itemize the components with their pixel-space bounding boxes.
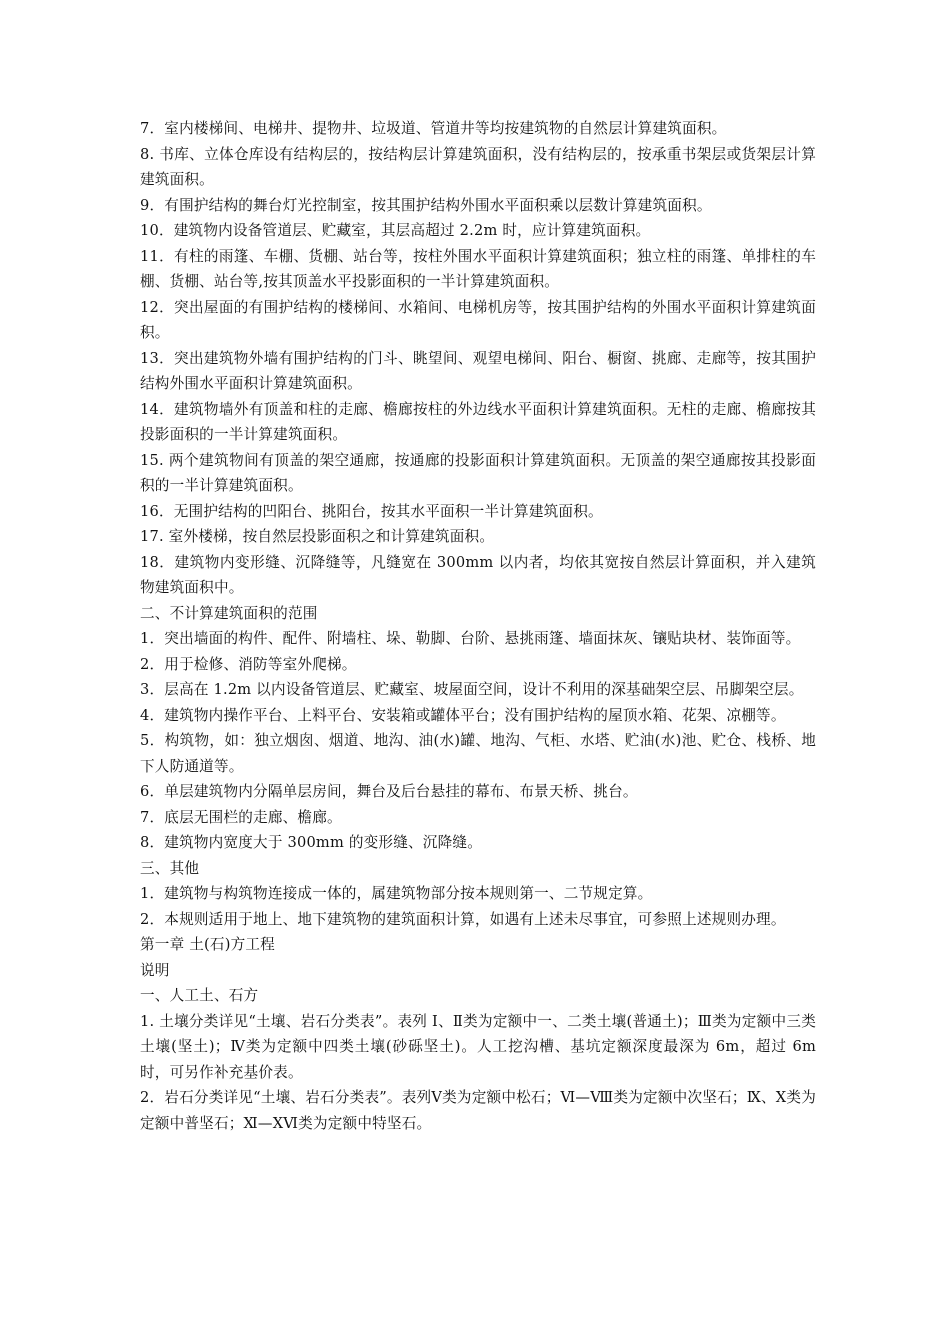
paragraph: 7．底层无围栏的走廊、檐廊。 <box>140 808 342 826</box>
section-heading: 说明 <box>140 961 170 979</box>
section-heading: 一、人工土、石方 <box>140 987 259 1004</box>
paragraph: 9．有围护结构的舞台灯光控制室，按其围护结构外围水平面积乘以层数计算建筑面积。 <box>140 196 712 214</box>
paragraph: 4．建筑物内操作平台、上料平台、安装箱或罐体平台；没有围护结构的屋顶水箱、花架、凉棚等。 <box>140 706 786 724</box>
document-body <box>140 116 816 1136</box>
paragraph: 7．室内楼梯间、电梯井、提物井、垃圾道、管道井等均按建筑物的自然层计算建筑面积。 <box>140 120 727 137</box>
paragraph: 8. 书库、立体仓库设有结构层的，按结构层计算建筑面积，没有结构层的，按承重书架层或货架层计算建筑面积。 <box>140 145 816 188</box>
paragraph: 8．建筑物内宽度大于 300mm 的变形缝、沉降缝。 <box>140 834 482 851</box>
paragraph: 13．突出建筑物外墙有围护结构的门斗、眺望间、观望电梯间、阳台、橱窗、挑廊、走廊等，按其围护结构外围水平面积计算建筑面积。 <box>140 349 816 392</box>
paragraph: 16．无围护结构的凹阳台、挑阳台，按其水平面积一半计算建筑面积。 <box>140 502 603 520</box>
paragraph: 3．层高在 1.2m 以内设备管道层、贮藏室、坡屋面空间，设计不利用的深基础架空层、吊脚架空层。 <box>140 681 804 698</box>
paragraph: 14．建筑物墙外有顶盖和柱的走廊、檐廊按柱的外边线水平面积计算建筑面积。无柱的走廊、檐廊按其投影面积的一半计算建筑面积。 <box>140 400 816 443</box>
chapter-title: 第一章 土(石)方工程 <box>140 936 275 953</box>
paragraph: 6．单层建筑物内分隔单层房间，舞台及后台悬挂的幕布、布景天桥、挑台。 <box>140 783 638 800</box>
paragraph: 5．构筑物，如：独立烟囱、烟道、地沟、油(水)罐、地沟、气柜、水塔、贮油(水)池、贮仓、栈桥、地下人防通道等。 <box>140 732 816 775</box>
paragraph: 2．用于检修、消防等室外爬梯。 <box>140 655 357 673</box>
paragraph: 1．建筑物与构筑物连接成一体的，属建筑物部分按本规则第一、二节规定算。 <box>140 885 653 902</box>
paragraph: 18．建筑物内变形缝、沉降缝等，凡缝宽在 300mm 以内者，均依其宽按自然层计算面积，并入建筑物建筑面积中。 <box>140 553 816 596</box>
paragraph: 10．建筑物内设备管道层、贮藏室，其层高超过 2.2m 时，应计算建筑面积。 <box>140 222 651 239</box>
paragraph: 2．本规则适用于地上、地下建筑物的建筑面积计算，如遇有上述未尽事宜，可参照上述规则办理。 <box>140 910 786 928</box>
paragraph: 17. 室外楼梯，按自然层投影面积之和计算建筑面积。 <box>140 528 495 545</box>
paragraph: 15. 两个建筑物间有顶盖的架空通廊，按通廊的投影面积计算建筑面积。无顶盖的架空通廊按其投影面积的一半计算建筑面积。 <box>140 451 816 494</box>
paragraph: 1．突出墙面的构件、配件、附墙柱、垛、勒脚、台阶、悬挑雨篷、墙面抹灰、镶贴块材、装饰面等。 <box>140 630 801 647</box>
section-heading: 二、不计算建筑面积的范围 <box>140 604 318 622</box>
section-heading: 三、其他 <box>140 859 200 877</box>
paragraph: 11．有柱的雨篷、车棚、货棚、站台等，按柱外围水平面积计算建筑面积；独立柱的雨篷、单排柱的车棚、货棚、站台等,按其顶盖水平投影面积的一半计算建筑面积。 <box>140 247 816 290</box>
paragraph: 1. 土壤分类详见“土壤、岩石分类表”。表列 Ⅰ、Ⅱ类为定额中一、二类土壤(普通土)；Ⅲ类为定额中三类土壤(坚土)；Ⅳ类为定额中四类土壤(砂砾坚土)。人工挖沟槽、基坑定额深度最深为 6m，超过 6m 时，可另作补充基价表。 <box>140 1012 816 1081</box>
paragraph: 12．突出屋面的有围护结构的楼梯间、水箱间、电梯机房等，按其围护结构的外围水平面积计算建筑面积。 <box>140 298 816 341</box>
paragraph: 2．岩石分类详见“土壤、岩石分类表”。表列Ⅴ类为定额中松石；Ⅵ—Ⅷ类为定额中次坚石；Ⅸ、Ⅹ类为定额中普坚石；Ⅺ—ⅩⅥ类为定额中特坚石。 <box>140 1089 816 1132</box>
